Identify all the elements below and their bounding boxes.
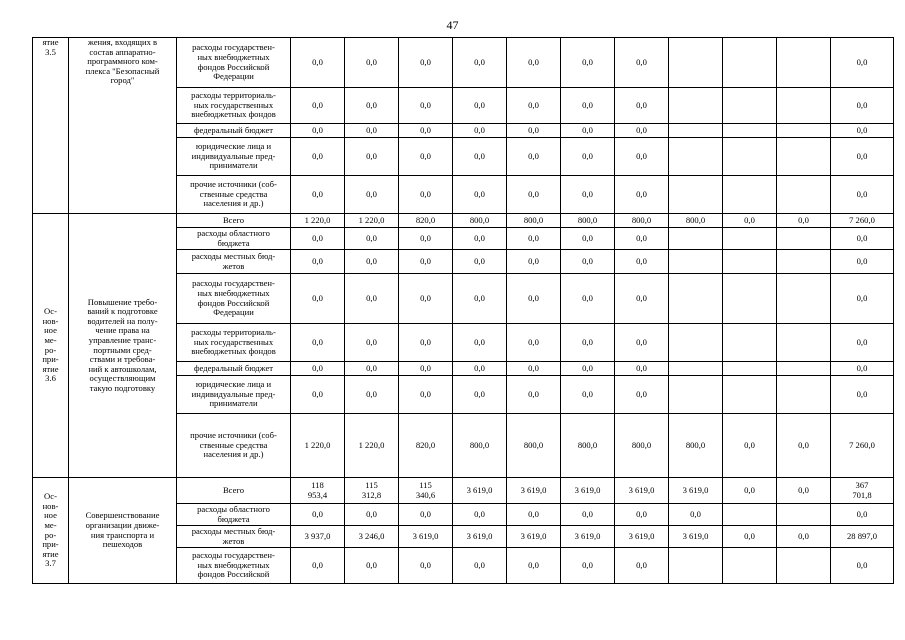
text-line: 3.6: [45, 373, 56, 384]
year-value-cell: 0,0: [399, 88, 453, 124]
year-value-cell: 3 619,0: [399, 526, 453, 548]
text-line: Ос-: [44, 306, 57, 317]
text-line: бюджета: [217, 513, 250, 524]
year-value-cell: 0,0: [345, 176, 399, 214]
text-line: Совершенствование: [85, 510, 160, 521]
year-value-cell: 0,0: [345, 362, 399, 376]
text-line: город": [110, 75, 135, 86]
text-line: внебюджетных фондов: [191, 109, 276, 120]
year-value-cell: 0,0: [615, 88, 669, 124]
year-value-cell: 0,0: [399, 274, 453, 324]
text-line: жетов: [222, 535, 245, 546]
year-value-cell: 0,0: [399, 548, 453, 584]
year-value-cell: 1 220,0: [291, 214, 345, 228]
text-line: управление транс-: [88, 334, 157, 345]
year-value-cell: 0,0: [507, 88, 561, 124]
text-line: нов-: [42, 500, 59, 511]
funding-source-cell: [177, 414, 291, 478]
year-value-cell: 0,0: [291, 38, 345, 88]
year-value-cell: 0,0: [777, 478, 831, 504]
year-value-cell: 0,0: [399, 176, 453, 214]
year-value-cell: 3 619,0: [615, 478, 669, 504]
text-line: плекса "Безопасный: [85, 65, 160, 76]
text-line: федеральный бюджет: [193, 124, 274, 135]
year-value-cell: [777, 250, 831, 274]
year-value-cell: 0,0: [291, 124, 345, 138]
year-value-cell: 0,0: [345, 274, 399, 324]
year-value-cell: 0,0: [561, 38, 615, 88]
text-line: фондов Российской: [197, 569, 270, 580]
year-value-cell: 0,0: [453, 228, 507, 250]
year-value-cell: [777, 504, 831, 526]
year-value-cell: 0,0: [561, 504, 615, 526]
year-value-cell: 0,0: [561, 376, 615, 414]
total-value-cell: 0,0: [831, 250, 894, 274]
text-line: ме-: [44, 334, 57, 345]
year-value-cell: [669, 38, 723, 88]
year-value-cell: 0,0: [345, 88, 399, 124]
table-row: [33, 214, 894, 228]
year-value-cell: 0,0: [615, 228, 669, 250]
text-line: Всего: [222, 484, 245, 495]
year-value-cell: 0,0: [561, 176, 615, 214]
year-value-cell: 0,0: [507, 376, 561, 414]
text-line: ных государственных: [193, 336, 274, 347]
text-line: ное: [44, 325, 57, 336]
year-value-cell: [669, 324, 723, 362]
year-value-cell: 0,0: [507, 504, 561, 526]
year-value-cell: 0,0: [453, 324, 507, 362]
year-value-cell: 0,0: [345, 228, 399, 250]
year-value-cell: [777, 88, 831, 124]
funding-source-cell: [177, 250, 291, 274]
funding-source-cell: [177, 376, 291, 414]
year-value-cell: 0,0: [345, 124, 399, 138]
year-value-cell: 0,0: [561, 138, 615, 176]
year-value-cell: 0,0: [399, 376, 453, 414]
year-value-cell: 3 619,0: [507, 526, 561, 548]
measure-description-cell: [69, 214, 177, 478]
text-line: ных внебюджетных: [197, 51, 270, 62]
text-line: ния транспорта и: [90, 529, 155, 540]
text-line: ро-: [44, 529, 57, 540]
funding-source-cell: [177, 138, 291, 176]
text-line: расходы государствен-: [192, 550, 275, 561]
year-value-cell: 0,0: [615, 362, 669, 376]
year-value-cell: 3 246,0: [345, 526, 399, 548]
year-value-cell: [723, 124, 777, 138]
text-line: при-: [42, 539, 59, 550]
year-value-cell: 0,0: [291, 376, 345, 414]
total-value-cell: 0,0: [831, 504, 894, 526]
year-value-cell: 0,0: [615, 176, 669, 214]
year-value-cell: [777, 124, 831, 138]
text-line: расходы территориаль-: [191, 90, 276, 101]
year-value-cell: 0,0: [615, 376, 669, 414]
year-value-cell: [723, 362, 777, 376]
year-value-cell: [723, 376, 777, 414]
year-value-cell: 0,0: [291, 176, 345, 214]
year-value-cell: 0,0: [291, 362, 345, 376]
total-value-cell: 367 701,8: [831, 478, 894, 504]
year-value-cell: [777, 228, 831, 250]
year-value-cell: 0,0: [507, 138, 561, 176]
text-line: Повышение требо-: [87, 296, 158, 307]
year-value-cell: 3 619,0: [453, 526, 507, 548]
year-value-cell: 0,0: [345, 504, 399, 526]
measure-label-cell: [33, 38, 69, 214]
year-value-cell: 0,0: [507, 228, 561, 250]
text-line: осуществляющим: [89, 373, 156, 384]
year-value-cell: 800,0: [561, 214, 615, 228]
year-value-cell: [669, 250, 723, 274]
year-value-cell: 0,0: [669, 504, 723, 526]
year-value-cell: [777, 38, 831, 88]
year-value-cell: 0,0: [453, 124, 507, 138]
text-line: 3.5: [45, 46, 56, 57]
year-value-cell: 0,0: [399, 138, 453, 176]
year-value-cell: 800,0: [507, 214, 561, 228]
year-value-cell: 800,0: [615, 214, 669, 228]
total-value-cell: 0,0: [831, 548, 894, 584]
text-line: ствами и требова-: [89, 354, 156, 365]
table-body: [33, 38, 894, 584]
funding-source-cell: [177, 214, 291, 228]
measure-description-cell: [69, 38, 177, 214]
year-value-cell: 0,0: [291, 274, 345, 324]
year-value-cell: 0,0: [561, 228, 615, 250]
year-value-cell: 800,0: [453, 214, 507, 228]
year-value-cell: 0,0: [291, 88, 345, 124]
text-line: нов-: [42, 315, 59, 326]
funding-source-cell: [177, 38, 291, 88]
text-line: ро-: [44, 344, 57, 355]
text-line: приниматели: [209, 160, 258, 171]
measure-description-cell: [69, 478, 177, 584]
year-value-cell: 0,0: [399, 228, 453, 250]
year-value-cell: 0,0: [723, 478, 777, 504]
year-value-cell: 0,0: [291, 504, 345, 526]
text-line: жетов: [222, 260, 245, 271]
year-value-cell: [777, 324, 831, 362]
year-value-cell: 0,0: [561, 250, 615, 274]
year-value-cell: 0,0: [345, 250, 399, 274]
total-value-cell: 0,0: [831, 228, 894, 250]
funding-source-cell: [177, 362, 291, 376]
year-value-cell: [669, 274, 723, 324]
year-value-cell: 3 619,0: [453, 478, 507, 504]
year-value-cell: 0,0: [453, 548, 507, 584]
text-line: программного ком-: [87, 56, 158, 67]
text-line: ственные средства: [199, 439, 268, 450]
year-value-cell: [723, 38, 777, 88]
year-value-cell: 800,0: [669, 214, 723, 228]
year-value-cell: 0,0: [291, 324, 345, 362]
year-value-cell: 0,0: [345, 548, 399, 584]
text-line: ных внебюджетных: [197, 559, 270, 570]
year-value-cell: 0,0: [777, 526, 831, 548]
total-value-cell: 7 260,0: [831, 414, 894, 478]
year-value-cell: 0,0: [615, 124, 669, 138]
year-value-cell: 3 937,0: [291, 526, 345, 548]
text-line: индивидуальные пред-: [191, 150, 276, 161]
year-value-cell: [777, 138, 831, 176]
funding-table: [32, 37, 894, 584]
text-line: бюджета: [217, 237, 250, 248]
year-value-cell: 0,0: [399, 250, 453, 274]
total-value-cell: 0,0: [831, 88, 894, 124]
year-value-cell: 0,0: [399, 124, 453, 138]
year-value-cell: 0,0: [723, 214, 777, 228]
text-line: ных внебюджетных: [197, 287, 270, 298]
year-value-cell: 0,0: [777, 414, 831, 478]
year-value-cell: 0,0: [453, 250, 507, 274]
total-value-cell: 0,0: [831, 376, 894, 414]
text-line: ний к автошколам,: [88, 363, 157, 374]
year-value-cell: 0,0: [507, 124, 561, 138]
year-value-cell: 800,0: [561, 414, 615, 478]
text-line: приниматели: [209, 398, 258, 409]
text-line: Ос-: [44, 491, 57, 502]
year-value-cell: 0,0: [615, 324, 669, 362]
year-value-cell: 0,0: [399, 38, 453, 88]
text-line: фондов Российской: [197, 61, 270, 72]
year-value-cell: 0,0: [561, 324, 615, 362]
funding-source-cell: [177, 548, 291, 584]
total-value-cell: 0,0: [831, 362, 894, 376]
year-value-cell: 0,0: [453, 376, 507, 414]
text-line: фондов Российской: [197, 297, 270, 308]
text-line: юридические лица и: [195, 379, 272, 390]
year-value-cell: 0,0: [453, 38, 507, 88]
year-value-cell: 118 953,4: [291, 478, 345, 504]
year-value-cell: 0,0: [561, 274, 615, 324]
year-value-cell: 0,0: [615, 274, 669, 324]
year-value-cell: 0,0: [291, 250, 345, 274]
measure-label-cell: [33, 214, 69, 478]
text-line: такую подготовку: [89, 382, 156, 393]
year-value-cell: [723, 138, 777, 176]
year-value-cell: 0,0: [777, 214, 831, 228]
year-value-cell: [723, 324, 777, 362]
year-value-cell: 800,0: [669, 414, 723, 478]
text-line: состав аппаратно-: [89, 46, 156, 57]
year-value-cell: 1 220,0: [345, 214, 399, 228]
year-value-cell: 800,0: [615, 414, 669, 478]
year-value-cell: 0,0: [615, 504, 669, 526]
year-value-cell: [669, 548, 723, 584]
text-line: прочие источники (соб-: [190, 430, 277, 441]
year-value-cell: 0,0: [615, 138, 669, 176]
year-value-cell: [723, 88, 777, 124]
text-line: населения и др.): [203, 449, 264, 460]
text-line: портными сред-: [93, 344, 152, 355]
year-value-cell: 800,0: [507, 414, 561, 478]
text-line: 3.7: [45, 558, 56, 569]
year-value-cell: 0,0: [507, 274, 561, 324]
year-value-cell: 0,0: [345, 324, 399, 362]
year-value-cell: 0,0: [291, 548, 345, 584]
year-value-cell: 0,0: [453, 362, 507, 376]
year-value-cell: 0,0: [399, 362, 453, 376]
text-line: ятие: [42, 363, 59, 374]
text-line: ных государственных: [193, 99, 274, 110]
year-value-cell: [723, 176, 777, 214]
year-value-cell: 0,0: [453, 274, 507, 324]
year-value-cell: 0,0: [561, 362, 615, 376]
text-line: пешеходов: [102, 539, 143, 550]
year-value-cell: [723, 274, 777, 324]
funding-source-cell: [177, 274, 291, 324]
total-value-cell: 0,0: [831, 38, 894, 88]
year-value-cell: [723, 548, 777, 584]
year-value-cell: 0,0: [615, 250, 669, 274]
text-line: юридические лица и: [195, 141, 272, 152]
measure-label-cell: [33, 478, 69, 584]
text-line: расходы территориаль-: [191, 327, 276, 338]
funding-source-cell: [177, 526, 291, 548]
year-value-cell: 3 619,0: [669, 526, 723, 548]
text-line: Всего: [222, 214, 245, 225]
funding-source-cell: [177, 228, 291, 250]
text-line: населения и др.): [203, 198, 264, 209]
text-line: расходы местных бюд-: [191, 525, 276, 536]
text-line: организации движе-: [85, 519, 160, 530]
text-line: индивидуальные пред-: [191, 388, 276, 399]
year-value-cell: 0,0: [507, 362, 561, 376]
year-value-cell: [669, 88, 723, 124]
year-value-cell: [723, 504, 777, 526]
year-value-cell: 800,0: [453, 414, 507, 478]
year-value-cell: [723, 228, 777, 250]
year-value-cell: 0,0: [723, 526, 777, 548]
text-line: расходы областного: [197, 503, 270, 514]
year-value-cell: [669, 124, 723, 138]
page-number: 47: [446, 18, 459, 32]
year-value-cell: 0,0: [345, 38, 399, 88]
text-line: ме-: [44, 519, 57, 530]
year-value-cell: 0,0: [291, 228, 345, 250]
year-value-cell: 0,0: [453, 176, 507, 214]
year-value-cell: 820,0: [399, 414, 453, 478]
text-line: жения, входящих в: [87, 37, 158, 47]
year-value-cell: 3 619,0: [561, 526, 615, 548]
year-value-cell: [669, 362, 723, 376]
text-line: расходы государствен-: [192, 278, 275, 289]
text-line: водителей на полу-: [87, 315, 158, 326]
year-value-cell: 0,0: [399, 504, 453, 526]
year-value-cell: 3 619,0: [615, 526, 669, 548]
year-value-cell: 0,0: [507, 250, 561, 274]
table-row: [33, 38, 894, 88]
year-value-cell: 1 220,0: [291, 414, 345, 478]
text-line: при-: [42, 354, 59, 365]
year-value-cell: [777, 376, 831, 414]
year-value-cell: 3 619,0: [561, 478, 615, 504]
year-value-cell: [669, 376, 723, 414]
text-line: прочие источники (соб-: [190, 179, 277, 190]
year-value-cell: 115 340,6: [399, 478, 453, 504]
text-line: расходы местных бюд-: [191, 250, 276, 261]
total-value-cell: 0,0: [831, 138, 894, 176]
year-value-cell: 0,0: [561, 124, 615, 138]
total-value-cell: 0,0: [831, 324, 894, 362]
year-value-cell: [777, 274, 831, 324]
total-value-cell: 0,0: [831, 274, 894, 324]
year-value-cell: 3 619,0: [669, 478, 723, 504]
year-value-cell: 115 312,8: [345, 478, 399, 504]
year-value-cell: [777, 362, 831, 376]
year-value-cell: 0,0: [399, 324, 453, 362]
funding-source-cell: [177, 176, 291, 214]
funding-source-cell: [177, 478, 291, 504]
text-line: ное: [44, 510, 57, 521]
year-value-cell: 0,0: [291, 138, 345, 176]
text-line: расходы государствен-: [192, 42, 275, 53]
funding-source-cell: [177, 124, 291, 138]
year-value-cell: [723, 250, 777, 274]
year-value-cell: [669, 228, 723, 250]
year-value-cell: 0,0: [561, 88, 615, 124]
text-line: Федерации: [213, 71, 254, 82]
year-value-cell: 0,0: [453, 138, 507, 176]
text-line: чение права на: [95, 325, 150, 336]
year-value-cell: [669, 138, 723, 176]
text-line: внебюджетных фондов: [191, 346, 276, 357]
year-value-cell: [777, 548, 831, 584]
year-value-cell: 0,0: [345, 376, 399, 414]
year-value-cell: 0,0: [723, 414, 777, 478]
year-value-cell: 0,0: [615, 548, 669, 584]
funding-source-cell: [177, 88, 291, 124]
year-value-cell: 0,0: [507, 324, 561, 362]
funding-source-cell: [177, 504, 291, 526]
text-line: расходы областного: [197, 227, 270, 238]
funding-source-cell: [177, 324, 291, 362]
text-line: Федерации: [213, 307, 254, 318]
year-value-cell: [669, 176, 723, 214]
year-value-cell: 0,0: [561, 548, 615, 584]
year-value-cell: 1 220,0: [345, 414, 399, 478]
year-value-cell: 0,0: [507, 38, 561, 88]
year-value-cell: 3 619,0: [507, 478, 561, 504]
year-value-cell: [777, 176, 831, 214]
year-value-cell: 0,0: [453, 88, 507, 124]
year-value-cell: 0,0: [507, 176, 561, 214]
total-value-cell: 0,0: [831, 124, 894, 138]
year-value-cell: 0,0: [507, 548, 561, 584]
year-value-cell: 0,0: [345, 138, 399, 176]
total-value-cell: 0,0: [831, 176, 894, 214]
total-value-cell: 28 897,0: [831, 526, 894, 548]
text-line: ваний к подготовке: [87, 306, 158, 317]
text-line: ятие: [42, 37, 59, 47]
total-value-cell: 7 260,0: [831, 214, 894, 228]
table-row: [33, 478, 894, 504]
year-value-cell: 0,0: [453, 504, 507, 526]
year-value-cell: 820,0: [399, 214, 453, 228]
text-line: ственные средства: [199, 188, 268, 199]
text-line: федеральный бюджет: [193, 362, 274, 373]
text-line: ятие: [42, 548, 59, 559]
year-value-cell: 0,0: [615, 38, 669, 88]
